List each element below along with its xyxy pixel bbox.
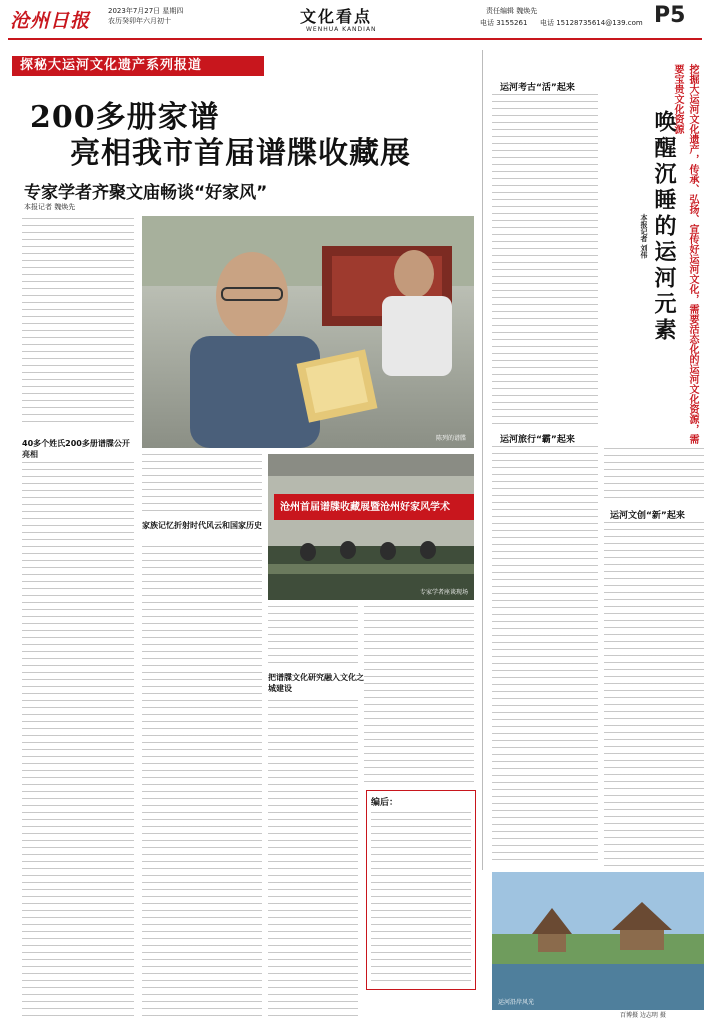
lead-photo-caption: 陈列的谱牒: [435, 435, 466, 442]
lead-photo-genealogy: [142, 216, 474, 448]
lead-subheadline: 专家学者齐聚文庙畅谈“好家风”: [24, 183, 268, 203]
series-banner-text: 探秘大运河文化遗产系列报道: [20, 58, 203, 73]
symposium-banner-text: 沧州首届谱牒收藏展暨沧州好家风学术: [280, 502, 450, 513]
sidebar-title-text: 唤醒沉睡的运河元素: [651, 110, 677, 344]
editor-note-title: 编后：: [371, 798, 399, 808]
lead-body-intro: [22, 218, 134, 428]
page-number: P5: [654, 3, 686, 28]
sidebar-sec1-body: [492, 94, 598, 424]
lead-photo-illustration: [142, 216, 474, 448]
sidebar-sec3-title: 运河文创“新”起来: [610, 511, 685, 521]
editor-label-text: 责任编辑: [486, 7, 514, 15]
sidebar-sec2-title: 运河旅行“霸”起来: [500, 435, 575, 445]
sidebar-byline: [640, 214, 648, 258]
editor-name: 魏焕先: [516, 7, 538, 15]
section-title: 文化看点: [300, 7, 373, 26]
lead-byline: 本报记者 魏焕先: [24, 203, 76, 211]
editor-note-box: [366, 790, 476, 990]
bottom-credit: 百博摄 边志明 摄: [620, 1012, 666, 1019]
lead-section3-title: 把谱牒文化研究融入文化之城建设: [268, 673, 364, 693]
mobile-line: 电话 15128735614@139.com: [540, 19, 643, 27]
lead-body-col3-lower: [268, 700, 358, 1017]
lunar-date-line: 农历癸卯年六月初十: [108, 17, 171, 25]
symposium-illustration: [268, 454, 474, 600]
sidebar-byline-text: 本报记者 刘伟: [640, 214, 649, 259]
lead-headline-1: 200多册家谱: [30, 100, 220, 135]
lead-body-col1-lower: [22, 462, 134, 1017]
section-pinyin: WENHUA KANDIAN: [306, 26, 377, 33]
lead-photo-symposium: [268, 454, 474, 600]
sidebar-sec3-body: [604, 522, 704, 867]
sidebar-kicker-text: 挖掘大运河文化遗产，传承、弘扬、宣传好运河文化，需要活态化的运河文化资源，需要宝贵文化资源: [672, 64, 698, 444]
editor-note-body: [371, 812, 471, 982]
sidebar-title: [649, 110, 680, 344]
sidebar-sec1-title: 运河考古“活”起来: [500, 83, 575, 93]
lead-body-col4: [364, 606, 474, 786]
symposium-caption: 专家学者座谈现场: [419, 589, 468, 596]
lead-body-col3-upper: [268, 606, 358, 666]
canal-photo-caption: 运河沿岸风光: [498, 999, 535, 1006]
sidebar-sec2-body: [492, 446, 598, 866]
lead-section2-title: 家族记忆折射时代风云和国家历史: [142, 521, 262, 530]
newspaper-logo: 沧州日报: [10, 10, 91, 32]
canal-photo: [492, 872, 704, 1010]
masthead-rule: [8, 38, 702, 40]
lead-body-col2-upper: [142, 454, 262, 514]
lead-section1-title: 40多个姓氏200多册谱牒公开亮相: [22, 439, 130, 459]
sidebar-sec2-continued: [604, 448, 704, 498]
series-banner: [12, 56, 264, 76]
date-line: 2023年7月27日 星期四: [108, 7, 184, 15]
editor-label: [486, 7, 537, 16]
sidebar-title-block: [604, 64, 704, 444]
lead-body-col2-lower: [142, 546, 262, 1017]
canal-illustration: [492, 872, 704, 1010]
column-divider: [482, 50, 483, 870]
phone-line: 电话 3155261: [480, 19, 528, 27]
lead-headline-2: 亮相我市首届谱牒收藏展: [70, 136, 411, 171]
